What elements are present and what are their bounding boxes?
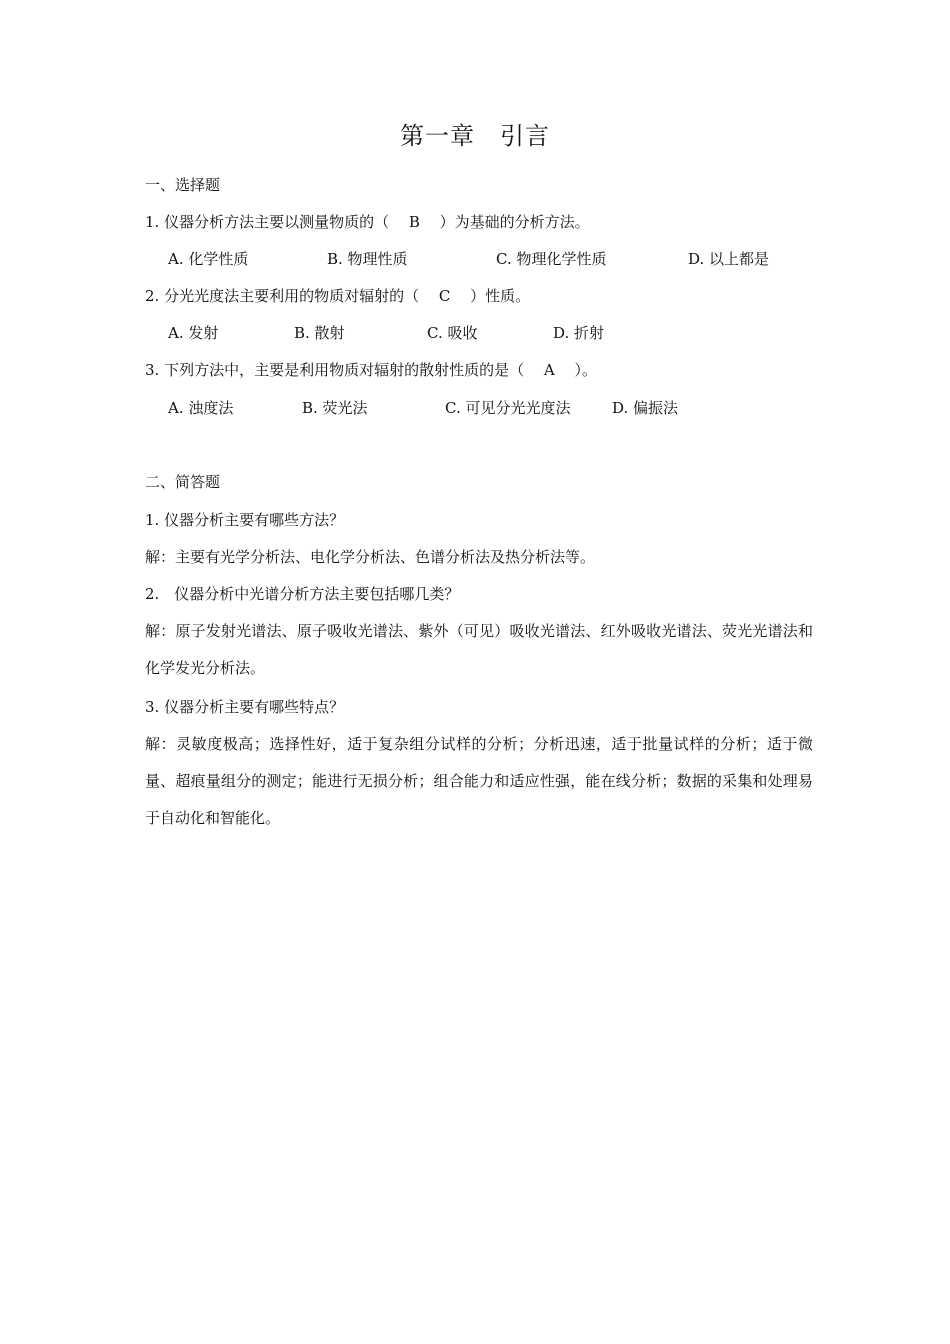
q3-option-a: A. 浊度法 [168, 399, 234, 417]
short-question-1: 1. 仪器分析主要有哪些方法？ [145, 511, 345, 529]
short-answer-3: 解：灵敏度极高；选择性好，适于复杂组分试样的分析；分析迅速，适于批量试样的分析；适于微量、超痕量组分的测定；能进行无损分析；组合能力和适应性强，能在线分析；数据的采集和处理易于自动化和智能化。 [145, 735, 813, 827]
q3-option-c: C. 可见分光光度法 [445, 399, 571, 417]
q1-option-a: A. 化学性质 [168, 250, 249, 268]
section-heading-short: 二、简答题 [145, 473, 221, 491]
section-heading-choice: 一、选择题 [145, 176, 221, 194]
q2-option-b: B. 散射 [294, 324, 345, 342]
short-question-2: 2. 仪器分析中光谱分析方法主要包括哪几类？ [145, 585, 460, 603]
q1-option-b: B. 物理性质 [327, 250, 408, 268]
choice-question-3: 3. 下列方法中，主要是利用物质对辐射的散射性质的是（ A ）。 [145, 361, 597, 379]
q2-option-a: A. 发射 [168, 324, 219, 342]
choice-question-1: 1. 仪器分析方法主要以测量物质的（ B ）为基础的分析方法。 [145, 213, 590, 231]
q3-option-b: B. 荧光法 [302, 399, 368, 417]
short-answer-1: 解：主要有光学分析法、电化学分析法、色谱分析法及热分析法等。 [145, 548, 596, 566]
q2-option-d: D. 折射 [553, 324, 605, 342]
q1-option-c: C. 物理化学性质 [496, 250, 607, 268]
choice-question-2: 2. 分光光度法主要利用的物质对辐射的（ C ）性质。 [145, 287, 531, 305]
q2-option-c: C. 吸收 [427, 324, 478, 342]
short-question-3: 3. 仪器分析主要有哪些特点？ [145, 698, 345, 716]
short-answer-2: 解：原子发射光谱法、原子吸收光谱法、紫外（可见）吸收光谱法、红外吸收光谱法、荧光光谱法和化学发光分析法。 [145, 622, 813, 677]
q1-option-d: D. 以上都是 [688, 250, 770, 268]
q3-option-d: D. 偏振法 [612, 399, 679, 417]
page-title: 第一章 引言 [400, 122, 550, 150]
